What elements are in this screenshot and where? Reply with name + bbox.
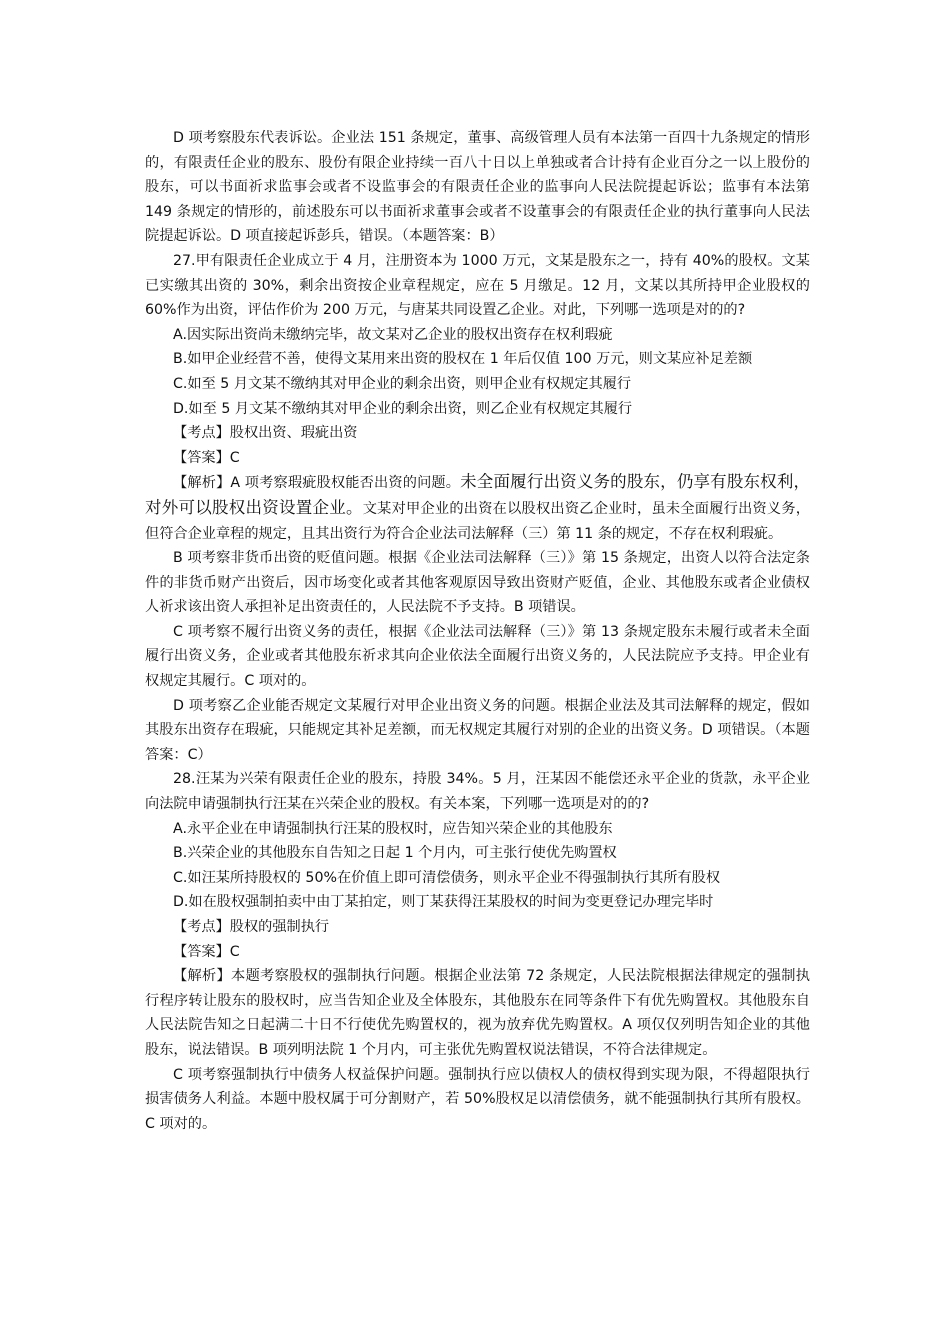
- analysis-paragraph: 【解析】本题考察股权的强制执行问题。根据企业法第 72 条规定，人民法院根据法律规定的强制执行程序转让股东的股权时，应当告知企业及全体股东，其他股东在同等条件下有优先购置权。其他股东自人民法院告知之日起满二十日不行使优先购置权的，视为放弃优先购置权。A 项仅仅列明告知企业的其他股东，说法错误。B 项列明法院 1 个月内，可主张优先购置权说法错误，不符合法律规定。: [145, 968, 810, 1058]
- analysis-d: D 项考察乙企业能否规定文某履行对甲企业出资义务的问题。根据企业法及其司法解释的规定，假如其股东出资存在瑕疵，只能规定其补足差额，而无权规定其履行对别的企业的出资义务。D 项错误。（本题答案：C）: [145, 697, 810, 763]
- key-point: 【考点】股权的强制执行: [173, 919, 330, 935]
- option-a: A.因实际出资尚未缴纳完毕，故文某对乙企业的股权出资存在权利瑕疵: [173, 326, 613, 343]
- analysis-intro: 【解析】A 项考察瑕疵股权能否出资的问题。: [173, 475, 461, 492]
- option-b: B.兴荣企业的其他股东自告知之日起 1 个月内，可主张行使优先购置权: [173, 845, 617, 862]
- question-28: 28.汪某为兴荣有限责任企业的股东，持股 34%。5 月，汪某因不能偿还永平企业的货款，永平企业向法院申请强制执行汪某在兴荣企业的股权。有关本案，下列哪一选项是对的的?: [145, 771, 810, 813]
- option-c: C.如至 5 月文某不缴纳其对甲企业的剩余出资，则甲企业有权规定其履行: [173, 375, 632, 392]
- option-d: D.如在股权强制拍卖中由丁某拍定，则丁某获得汪某股权的时间为变更登记办理完毕时: [173, 894, 714, 911]
- analysis-emphasis: 未全面履行出资义务的股东，仍享有股东权利，对外可以股权出资设置企业。: [145, 472, 810, 517]
- analysis-c: C 项考察不履行出资义务的责任，根据《企业法司法解释（三）》第 13 条规定股东未履行或者未全面履行出资义务，企业或者其他股东祈求其向企业依法全面履行出资义务的，人民法院应予支持。甲企业有权规定其履行。C 项对的。: [145, 623, 810, 690]
- question-27: 27.甲有限责任企业成立于 4 月，注册资本为 1000 万元，文某是股东之一，持有 40%的股权。文某已实缴其出资的 30%，剩余出资按企业章程规定，应在 5 月缴足。12 月，文某以其所持甲企业股权的 60%作为出资，评估作价为 200 万元，与唐某共同设置乙企业。对此，下列哪一选项是对的的?: [145, 252, 810, 319]
- option-d: D.如至 5 月文某不缴纳其对甲企业的剩余出资，则乙企业有权规定其履行: [173, 400, 633, 417]
- option-a: A.永平企业在申请强制执行汪某的股权时，应告知兴荣企业的其他股东: [173, 820, 613, 837]
- analysis-b: B 项考察非货币出资的贬值问题。根据《企业法司法解释（三）》第 15 条规定，出资人以符合法定条件的非货币财产出资后，因市场变化或者其他客观原因导致出资财产贬值，企业、其他股东或者企业债权人祈求该出资人承担补足出资责任的，人民法院不予支持。B 项错误。: [145, 550, 810, 616]
- option-c: C.如汪某所持股权的 50%在价值上即可清偿债务，则永平企业不得强制执行其所有股权: [173, 869, 721, 886]
- analysis-paragraph: [145, 470, 810, 546]
- option-b: B.如甲企业经营不善，使得文某用来出资的股权在 1 年后仅值 100 万元，则文某应补足差额: [173, 351, 753, 368]
- paragraph: D 项考察股东代表诉讼。企业法 151 条规定，董事、高级管理人员有本法第一百四十九条规定的情形的，有限责任企业的股东、股份有限企业持续一百八十日以上单独或者合计持有企业百分之一以上股份的股东，可以书面祈求监事会或者不设监事会的有限责任企业的监事向人民法院提起诉讼；监事有本法第 149 条规定的情形的，前述股东可以书面祈求董事会或者不设董事会的有限责任企业的执行董事向人民法院提起诉讼。D 项直接起诉彭兵，错误。（本题答案：B）: [145, 130, 810, 245]
- analysis-c: C 项考察强制执行中债务人权益保护问题。强制执行应以债权人的债权得到实现为限，不得超限执行损害债务人利益。本题中股权属于可分割财产，若 50%股权足以清偿债务，就不能强制执行其所有股权。C 项对的。: [145, 1066, 810, 1132]
- key-point: 【考点】股权出资、瑕疵出资: [173, 425, 358, 442]
- answer: 【答案】C: [173, 449, 240, 466]
- document-page: [145, 126, 810, 1136]
- answer: 【答案】C: [173, 943, 240, 960]
- analysis-rest: 文某对甲企业的出资在以股权出资乙企业时，虽未全面履行出资义务，但符合企业章程的规定，且其出资行为符合企业法司法解释（三）第 11 条的规定，不存在权利瑕疵。: [145, 500, 810, 542]
